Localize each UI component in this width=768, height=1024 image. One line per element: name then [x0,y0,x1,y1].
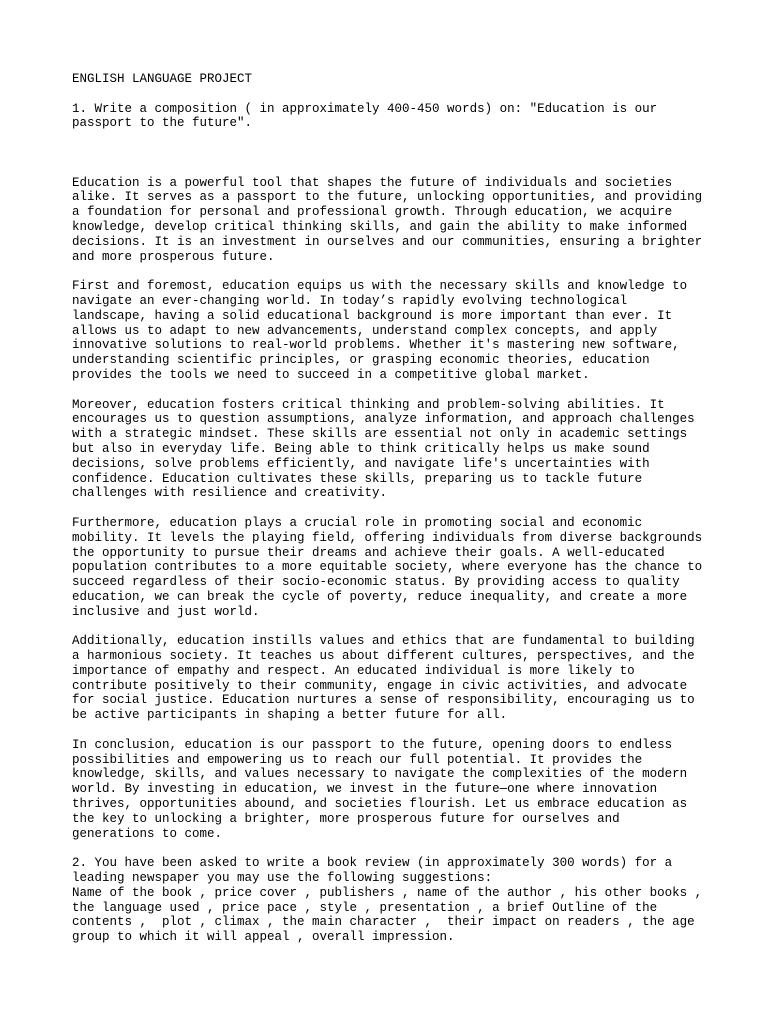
paragraph-mobility: Furthermore, education plays a crucial role in promoting social and economic mobility. It levels the playing field, offering individuals from diverse backgrounds the opportunity to pursue their dreams and achieve their goals. A well-educated population contributes to a more equitable society, where everyone has the chance to succeed regardless of their socio-economic status. By providing access to quality education, we can break the cycle of poverty, reduce inequality, and create a more inclusive and just world. [72,515,710,619]
paragraph-critical-thinking: Moreover, education fosters critical thinking and problem-solving abilities. It encourages us to question assumptions, analyze information, and approach challenges with a strategic mindset. These skills are essential not only in academic settings but also in everyday life. Being able to think critically helps us make sound decisions, solve problems efficiently, and navigate life's uncertainties with confidence. Education cultivates these skills, preparing us to tackle future challenges with resilience and creativity. [72,397,703,501]
question-1: 1. Write a composition ( in approximately 400-450 words) on: "Education is our passport to the future". [72,101,665,131]
paragraph-skills: First and foremost, education equips us with the necessary skills and knowledge to navigate an ever-changing world. In today’s rapidly evolving technological landscape, having a solid educational background is more important than ever. It allows us to adapt to new advancements, understand complex concepts, and apply innovative solutions to real-world problems. Whether it's mastering new software, understanding scientific principles, or grasping economic theories, education provides the tools we need to succeed in a competitive global market. [72,279,695,382]
question-2: 2. You have been asked to write a book review (in approximately 300 words) for a leading newspaper you may use the following suggestions: [72,856,680,886]
paragraph-conclusion: In conclusion, education is our passport to the future, opening doors to endless possibilities and empowering us to reach our full potential. It provides the knowledge, skills, and values necessary to navigate the complexities of the modern world. By investing in education, we invest in the future—one where innovation thrives, opportunities abound, and societies flourish. Let us embrace education as the key to unlocking a brighter, more prosperous future for ourselves and generations to come. [72,737,695,841]
document-title: ENGLISH LANGUAGE PROJECT [72,72,253,86]
paragraph-values: Additionally, education instills values and ethics that are fundamental to building a harmonious society. It teaches us about different cultures, perspectives, and the importance of empathy and respect. An educated individual is more likely to contribute positively to their community, engage in civic activities, and advocate for social justice. Education nurtures a sense of responsibility, encouraging us to be active participants in shaping a better future for all. [72,634,703,723]
paragraph-intro: Education is a powerful tool that shapes the future of individuals and societies alike. It serves as a passport to the future, unlocking opportunities, and providing a foundation for personal and professional growth. Through education, we acquire knowledge, develop critical thinking skills, and gain the ability to make informed decisions. It is an investment in ourselves and our communities, ensuring a brighter and more prosperous future. [72,175,710,264]
question-2-suggestions: Name of the book , price cover , publishers , name of the author , his other books , the language used , price pace , style , presentation , a brief Outline of the contents , plot , climax , the main character , their impact on readers , the age group to which it will appeal , overall impression. [72,885,710,945]
document-page [72,72,708,945]
